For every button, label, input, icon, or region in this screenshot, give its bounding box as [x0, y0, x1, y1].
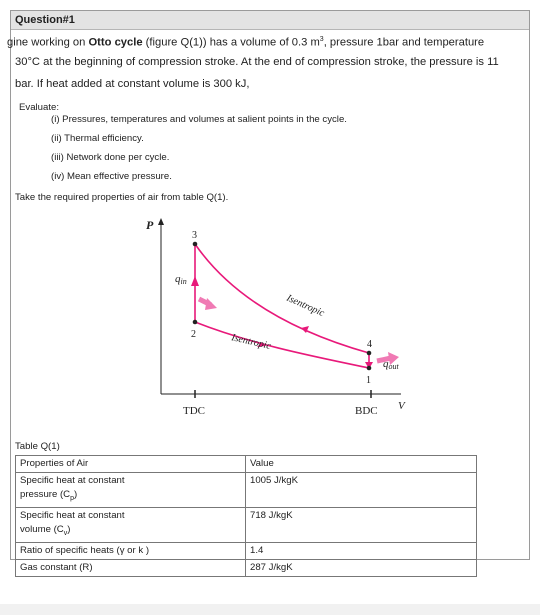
table-row — [16, 473, 477, 508]
question-card — [7, 10, 530, 573]
table-row — [16, 542, 477, 559]
state-point-4 — [367, 351, 372, 356]
v-axis-label: V — [398, 400, 405, 412]
evaluate-item: (ii) Thermal efficiency. — [51, 133, 144, 144]
question-line-1-suffix-b: , pressure 1bar and temperature — [323, 36, 485, 49]
tdc-label: TDC — [183, 405, 205, 416]
property-text: Specific heat at constant — [20, 475, 125, 486]
otto-cycle-term: Otto cycle — [88, 36, 143, 49]
isentropic-expansion-curve — [195, 244, 369, 353]
table-cell-property — [16, 473, 246, 508]
properties-note: Take the required properties of air from table Q(1). — [15, 192, 229, 203]
state-point-1 — [367, 366, 372, 371]
table-cell-property: Gas constant (R) — [16, 559, 246, 576]
q-in-symbol: q — [175, 273, 181, 285]
property-text: pressure (C — [20, 489, 71, 500]
heat-in-arrow-icon — [205, 298, 217, 310]
point-label-3: 3 — [192, 230, 197, 241]
state-point-3 — [193, 242, 198, 247]
p-axis-label: P — [146, 218, 154, 232]
point-label-1: 1 — [366, 375, 371, 386]
air-properties-table — [15, 455, 477, 577]
evaluate-item: (i) Pressures, temperatures and volumes at salient points in the cycle. — [51, 114, 347, 125]
property-text: ) — [74, 489, 78, 500]
q-out-symbol: q — [383, 358, 389, 370]
table-header-cell: Properties of Air — [16, 456, 246, 473]
point-label-2: 2 — [191, 329, 196, 340]
point-label-4: 4 — [367, 339, 372, 350]
bdc-label: BDC — [355, 405, 378, 416]
table-cell-property — [16, 507, 246, 542]
question-line-1-suffix-a: (figure Q(1)) has a volume of 0.3 m — [142, 36, 320, 49]
question-line-2: 30°C at the beginning of compression stroke. At the end of compression stroke, the pressure is 11 — [15, 56, 499, 68]
q-out-subscript: out — [388, 362, 399, 371]
question-line-3: bar. If heat added at constant volume is 300 kJ, — [15, 78, 250, 90]
property-text: volume (C — [20, 523, 64, 535]
p-axis-arrow-icon — [158, 218, 164, 225]
table-cell-value: 1005 J/kgK — [246, 473, 477, 508]
table-cell-value: 1.4 — [246, 542, 477, 559]
evaluate-item: (iii) Network done per cycle. — [51, 152, 170, 163]
table-cell-property: Ratio of specific heats (γ or k ) — [16, 542, 246, 559]
evaluate-label: Evaluate: — [19, 102, 60, 113]
state-point-2 — [193, 320, 198, 325]
cube-superscript: 3 — [319, 36, 324, 43]
question-header: Question#1 — [11, 11, 529, 30]
evaluate-item: (iv) Mean effective pressure. — [51, 171, 172, 182]
isentropic-label-lower: Isentropic — [230, 332, 272, 352]
property-text: ) — [67, 523, 71, 535]
table-cell-value: 718 J/kgK — [246, 507, 477, 542]
property-text: Specific heat at constant — [20, 509, 125, 521]
isentropic-label-upper: Isentropic — [284, 292, 326, 320]
q-in-subscript: in — [180, 277, 187, 286]
q-in-label — [175, 273, 187, 286]
table-row — [16, 559, 477, 576]
upward-arrow-icon — [191, 276, 199, 286]
table-cell-value: 287 J/kgK — [246, 559, 477, 576]
table-header-cell: Value — [246, 456, 477, 473]
table-header-row — [16, 456, 477, 473]
otto-cycle-pv-diagram — [141, 216, 421, 416]
property-subscript: v — [63, 529, 68, 537]
table-caption: Table Q(1) — [15, 441, 60, 452]
property-subscript: p — [70, 494, 75, 502]
bottom-gray-bar — [0, 604, 540, 615]
question-line-1-prefix: gine working on — [7, 36, 89, 49]
table-row — [16, 507, 477, 542]
